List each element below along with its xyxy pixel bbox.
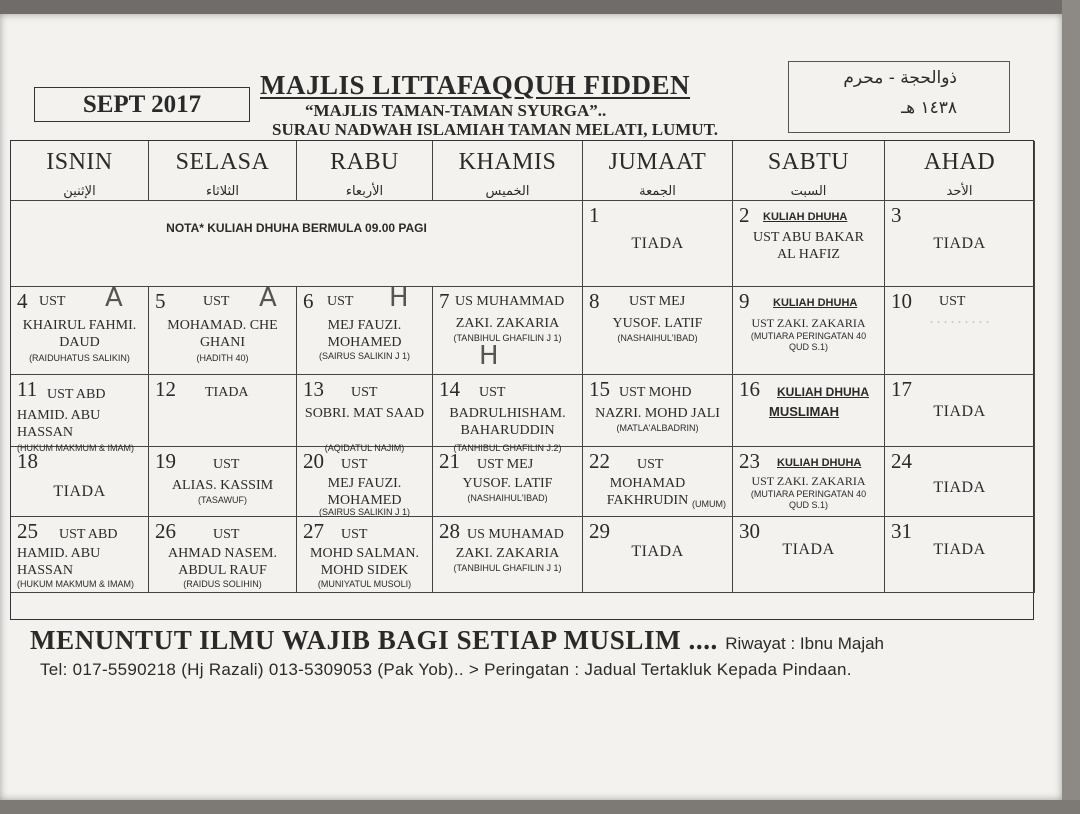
address: SURAU NADWAH ISLAMIAH TAMAN MELATI, LUMUT. bbox=[272, 120, 718, 139]
subtitle: “MAJLIS TAMAN-TAMAN SYURGA”.. bbox=[305, 101, 607, 120]
handwritten-mark: H bbox=[389, 283, 409, 313]
speaker: HAMID. ABU HASSAN bbox=[17, 408, 101, 440]
faded-text: · · · · · · · · · bbox=[929, 315, 990, 329]
day-name-arabic: السبت bbox=[790, 184, 827, 199]
kuliah-dhuha-label: KULIAH DHUHA bbox=[777, 457, 862, 469]
speaker-title: UST bbox=[39, 294, 66, 309]
day-number: 10 bbox=[891, 289, 912, 313]
handwritten-mark: A bbox=[105, 283, 123, 313]
day-number: 26 bbox=[155, 519, 176, 543]
topic: (MUTIARA PERINGATAN 40 QUD S.1) bbox=[750, 331, 867, 352]
speaker: AHMAD NASEM. ABDUL RAUF bbox=[168, 546, 277, 578]
day-number: 1 bbox=[589, 203, 600, 227]
tiada-label: TIADA bbox=[53, 483, 106, 500]
speaker-title: UST bbox=[213, 457, 240, 472]
day-name: AHAD bbox=[923, 149, 996, 175]
day-name-arabic: الأحد bbox=[946, 184, 973, 199]
footer-contact: Tel: 017-5590218 (Hj Razali) 013-5309053 (Pak Yob).. > Peringatan : Jadual Tertakluk Kepada Pindaan. bbox=[40, 660, 852, 679]
tiada-label: TIADA bbox=[933, 479, 986, 496]
day-header-ahad bbox=[885, 141, 1035, 201]
topic: (MATLA'ALBADRIN) bbox=[616, 423, 699, 433]
speaker-title: UST bbox=[203, 294, 230, 309]
day-number: 25 bbox=[17, 519, 38, 543]
day-header-isnin bbox=[11, 141, 149, 201]
day-number: 6 bbox=[303, 289, 314, 313]
speaker-title: UST bbox=[351, 385, 378, 400]
speaker-title: UST ABD bbox=[59, 527, 118, 542]
day-cell-24 bbox=[885, 447, 1035, 517]
day-name: SABTU bbox=[767, 149, 850, 175]
speaker-title: UST bbox=[637, 457, 664, 472]
day-cell-16 bbox=[733, 375, 885, 447]
speaker: HAMID. ABU HASSAN bbox=[17, 546, 101, 578]
tiada-label: TIADA bbox=[631, 235, 684, 252]
speaker: ALIAS. KASSIM bbox=[171, 478, 274, 493]
day-number: 23 bbox=[739, 449, 760, 473]
day-number: 16 bbox=[739, 377, 760, 401]
speaker: MOHAMAD FAKHRUDIN bbox=[606, 476, 689, 508]
day-cell-20 bbox=[297, 447, 433, 517]
speaker-title: UST bbox=[341, 457, 368, 472]
topic: (NASHAIHUL'IBAD) bbox=[467, 493, 548, 503]
topic: (TANHIBUL GHAFILIN J.2) bbox=[453, 443, 562, 453]
day-name: ISNIN bbox=[46, 149, 113, 175]
handwritten-mark: A bbox=[259, 283, 277, 313]
topic: (HUKUM MAKMUM & IMAM) bbox=[17, 579, 134, 589]
page-title: MAJLIS LITTAFAQQUH FIDDEN bbox=[260, 70, 691, 100]
day-header-jumaat bbox=[583, 141, 733, 201]
day-cell-7 bbox=[433, 287, 583, 375]
day-cell-9 bbox=[733, 287, 885, 375]
day-header-rabu bbox=[297, 141, 433, 201]
riwayat-text: Riwayat : Ibnu Majah bbox=[725, 634, 885, 653]
day-cell-10 bbox=[885, 287, 1035, 375]
kuliah-dhuha-label: KULIAH DHUHA bbox=[763, 211, 848, 223]
speaker-title: UST bbox=[213, 527, 240, 542]
day-number: 30 bbox=[739, 519, 760, 543]
day-header-sabtu bbox=[733, 141, 885, 201]
day-cell-19 bbox=[149, 447, 297, 517]
day-cell-2 bbox=[733, 201, 885, 287]
day-cell-27 bbox=[297, 517, 433, 593]
day-number: 2 bbox=[739, 203, 750, 227]
topic: (NASHAIHUL'IBAD) bbox=[617, 333, 698, 343]
day-number: 9 bbox=[739, 289, 750, 313]
hijri-year: ١٤٣٨ هـ bbox=[901, 98, 957, 118]
day-name-arabic: الثلاثاء bbox=[206, 184, 239, 199]
speaker-title: UST bbox=[341, 527, 368, 542]
day-cell-1 bbox=[583, 201, 733, 287]
day-header-selasa bbox=[149, 141, 297, 201]
topic: (RAIDUS SOLIHIN) bbox=[183, 579, 262, 589]
day-cell-8 bbox=[583, 287, 733, 375]
topic: (MUNIYATUL MUSOLI) bbox=[317, 579, 412, 589]
kuliah-dhuha-label: KULIAH DHUHA bbox=[777, 385, 869, 399]
day-number: 8 bbox=[589, 289, 600, 313]
hijri-months: ذوالحجة - محرم bbox=[843, 68, 957, 88]
topic: (TASAWUF) bbox=[198, 495, 247, 505]
day-header-khamis bbox=[433, 141, 583, 201]
day-name: SELASA bbox=[175, 149, 270, 175]
topic: (HUKUM MAKMUM & IMAM) bbox=[17, 443, 134, 453]
tiada-label: TIADA bbox=[933, 403, 986, 420]
day-cell-31 bbox=[885, 517, 1035, 593]
day-cell-18 bbox=[11, 447, 149, 517]
tiada-label: TIADA bbox=[933, 541, 986, 558]
day-number: 22 bbox=[589, 449, 610, 473]
speaker-title: UST MEJ bbox=[629, 294, 686, 309]
tiada-label: TIADA bbox=[933, 235, 986, 252]
day-cell-13 bbox=[297, 375, 433, 453]
kuliah-dhuha-label: KULIAH DHUHA bbox=[773, 297, 858, 309]
day-number: 3 bbox=[891, 203, 902, 227]
day-cell-26 bbox=[149, 517, 297, 593]
speaker-title: UST bbox=[479, 385, 506, 400]
day-cell-4 bbox=[11, 283, 149, 375]
speaker: ZAKI. ZAKARIA bbox=[455, 316, 560, 331]
day-number: 17 bbox=[891, 377, 912, 401]
speaker: MOHD SALMAN. MOHD SIDEK bbox=[310, 546, 419, 578]
speaker: YUSOF. LATIF bbox=[612, 316, 703, 331]
speaker-title: UST bbox=[939, 294, 966, 309]
day-number: 7 bbox=[439, 289, 450, 313]
wall-bottom bbox=[0, 800, 1080, 814]
day-number: 13 bbox=[303, 377, 324, 401]
day-number: 27 bbox=[303, 519, 324, 543]
topic: (TANBIHUL GHAFILIN J 1) bbox=[453, 563, 562, 573]
day-cell-15 bbox=[583, 375, 733, 447]
day-cell-29 bbox=[583, 517, 733, 593]
day-cell-11 bbox=[11, 375, 149, 453]
speaker: UST ABU BAKAR AL HAFIZ bbox=[753, 230, 864, 262]
speaker: MEJ FAUZI. MOHAMED bbox=[327, 476, 402, 508]
day-name: RABU bbox=[330, 149, 399, 175]
day-number: 18 bbox=[17, 449, 38, 473]
speaker: MOHAMAD. CHE GHANI bbox=[167, 318, 278, 350]
day-number: 21 bbox=[439, 449, 460, 473]
wall-right bbox=[1062, 0, 1080, 814]
topic: (AQIDATUL NAJIM) bbox=[324, 443, 405, 453]
topic: (SAIRUS SALIKIN J 1) bbox=[318, 351, 411, 361]
topic: (TANBIHUL GHAFILIN J 1) bbox=[453, 333, 562, 343]
day-number: 12 bbox=[155, 377, 176, 401]
footer-motto bbox=[30, 625, 884, 656]
day-cell-28 bbox=[433, 517, 583, 593]
day-cell-6 bbox=[297, 283, 433, 375]
day-number: 14 bbox=[439, 377, 460, 401]
speaker: UST ZAKI. ZAKARIA bbox=[751, 316, 866, 330]
topic: (SAIRUS SALIKIN J 1) bbox=[318, 507, 411, 517]
tiada-label: TIADA bbox=[205, 385, 249, 400]
day-number: 5 bbox=[155, 289, 166, 313]
day-number: 29 bbox=[589, 519, 610, 543]
topic: (HADITH 40) bbox=[196, 353, 249, 363]
day-cell-23 bbox=[733, 447, 885, 517]
day-name: KHAMIS bbox=[458, 149, 557, 175]
speaker-title: UST bbox=[327, 294, 354, 309]
speaker: MEJ FAUZI. MOHAMED bbox=[327, 318, 402, 350]
day-name-arabic: الأربعاء bbox=[345, 184, 384, 199]
day-number: 15 bbox=[589, 377, 610, 401]
motto-text: MENUNTUT ILMU WAJIB BAGI SETIAP MUSLIM .... bbox=[30, 625, 718, 655]
wall-top bbox=[0, 0, 1080, 14]
topic: (UMUM) bbox=[692, 499, 726, 509]
speaker: BADRULHISHAM. BAHARUDDIN bbox=[449, 406, 566, 438]
speaker-title: UST MEJ bbox=[477, 457, 534, 472]
speaker: ZAKI. ZAKARIA bbox=[455, 546, 560, 561]
speaker-title: US MUHAMMAD bbox=[455, 294, 565, 309]
day-number: 11 bbox=[17, 377, 38, 401]
day-name-arabic: الإثنين bbox=[63, 184, 96, 199]
handwritten-mark: H bbox=[479, 341, 499, 371]
day-cell-3 bbox=[885, 201, 1035, 287]
day-name: JUMAAT bbox=[608, 149, 707, 175]
speaker: SOBRI. MAT SAAD bbox=[304, 406, 425, 421]
topic: (MUTIARA PERINGATAN 40 QUD S.1) bbox=[750, 489, 867, 510]
day-name-arabic: الخميس bbox=[485, 184, 530, 199]
day-number: 31 bbox=[891, 519, 912, 543]
day-cell-5 bbox=[149, 283, 297, 375]
tiada-label: TIADA bbox=[631, 543, 684, 560]
speaker: UST ZAKI. ZAKARIA bbox=[751, 474, 866, 488]
day-number: 4 bbox=[17, 289, 28, 313]
day-cell-30 bbox=[733, 517, 885, 593]
speaker: KHAIRUL FAHMI. DAUD bbox=[22, 318, 137, 350]
day-number: 20 bbox=[303, 449, 324, 473]
schedule-note: NOTA* KULIAH DHUHA BERMULA 09.00 PAGI bbox=[11, 201, 583, 287]
day-cell-21 bbox=[433, 447, 583, 517]
speaker-title: UST MOHD bbox=[619, 385, 692, 400]
speaker: NAZRI. MOHD JALI bbox=[595, 406, 720, 421]
day-number: 28 bbox=[439, 519, 460, 543]
day-number: 24 bbox=[891, 449, 912, 473]
speaker-title: US MUHAMAD bbox=[467, 527, 564, 542]
day-cell-14 bbox=[433, 375, 583, 453]
topic: (RAIDUHATUS SALIKIN) bbox=[29, 353, 130, 363]
hijri-box bbox=[788, 61, 1010, 133]
speaker-title: UST ABD bbox=[47, 387, 106, 402]
speaker: YUSOF. LATIF bbox=[462, 476, 553, 491]
calendar-grid bbox=[10, 140, 1034, 620]
day-number: 19 bbox=[155, 449, 176, 473]
day-name-arabic: الجمعة bbox=[639, 184, 676, 199]
day-cell-25 bbox=[11, 517, 149, 593]
day-cell-17 bbox=[885, 375, 1035, 447]
day-cell-22 bbox=[583, 447, 733, 517]
muslimah-label: MUSLIMAH bbox=[769, 404, 840, 419]
tiada-label: TIADA bbox=[782, 541, 835, 558]
month-label: SEPT 2017 bbox=[34, 87, 250, 122]
day-cell-12 bbox=[149, 375, 297, 447]
